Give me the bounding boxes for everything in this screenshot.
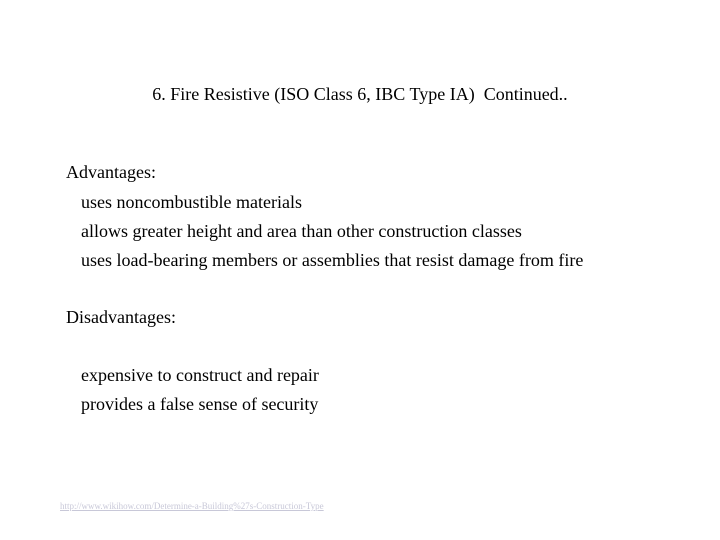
disadvantages-list bbox=[81, 361, 319, 419]
advantage-item: uses load-bearing members or assemblies that resist damage from fire bbox=[81, 250, 584, 270]
advantage-item: allows greater height and area than other construction classes bbox=[81, 221, 522, 241]
disadvantage-item: expensive to construct and repair bbox=[81, 365, 319, 385]
disadvantages-heading: Disadvantages: bbox=[66, 307, 176, 327]
source-link[interactable]: http://www.wikihow.com/Determine-a-Building%27s-Construction-Type bbox=[60, 501, 324, 511]
advantage-item: uses noncombustible materials bbox=[81, 192, 302, 212]
advantages-heading: Advantages: bbox=[66, 162, 156, 182]
advantages-list bbox=[81, 188, 583, 275]
disadvantage-item: provides a false sense of security bbox=[81, 394, 319, 414]
slide-title: 6. Fire Resistive (ISO Class 6, IBC Type IA) Continued.. bbox=[152, 84, 568, 104]
